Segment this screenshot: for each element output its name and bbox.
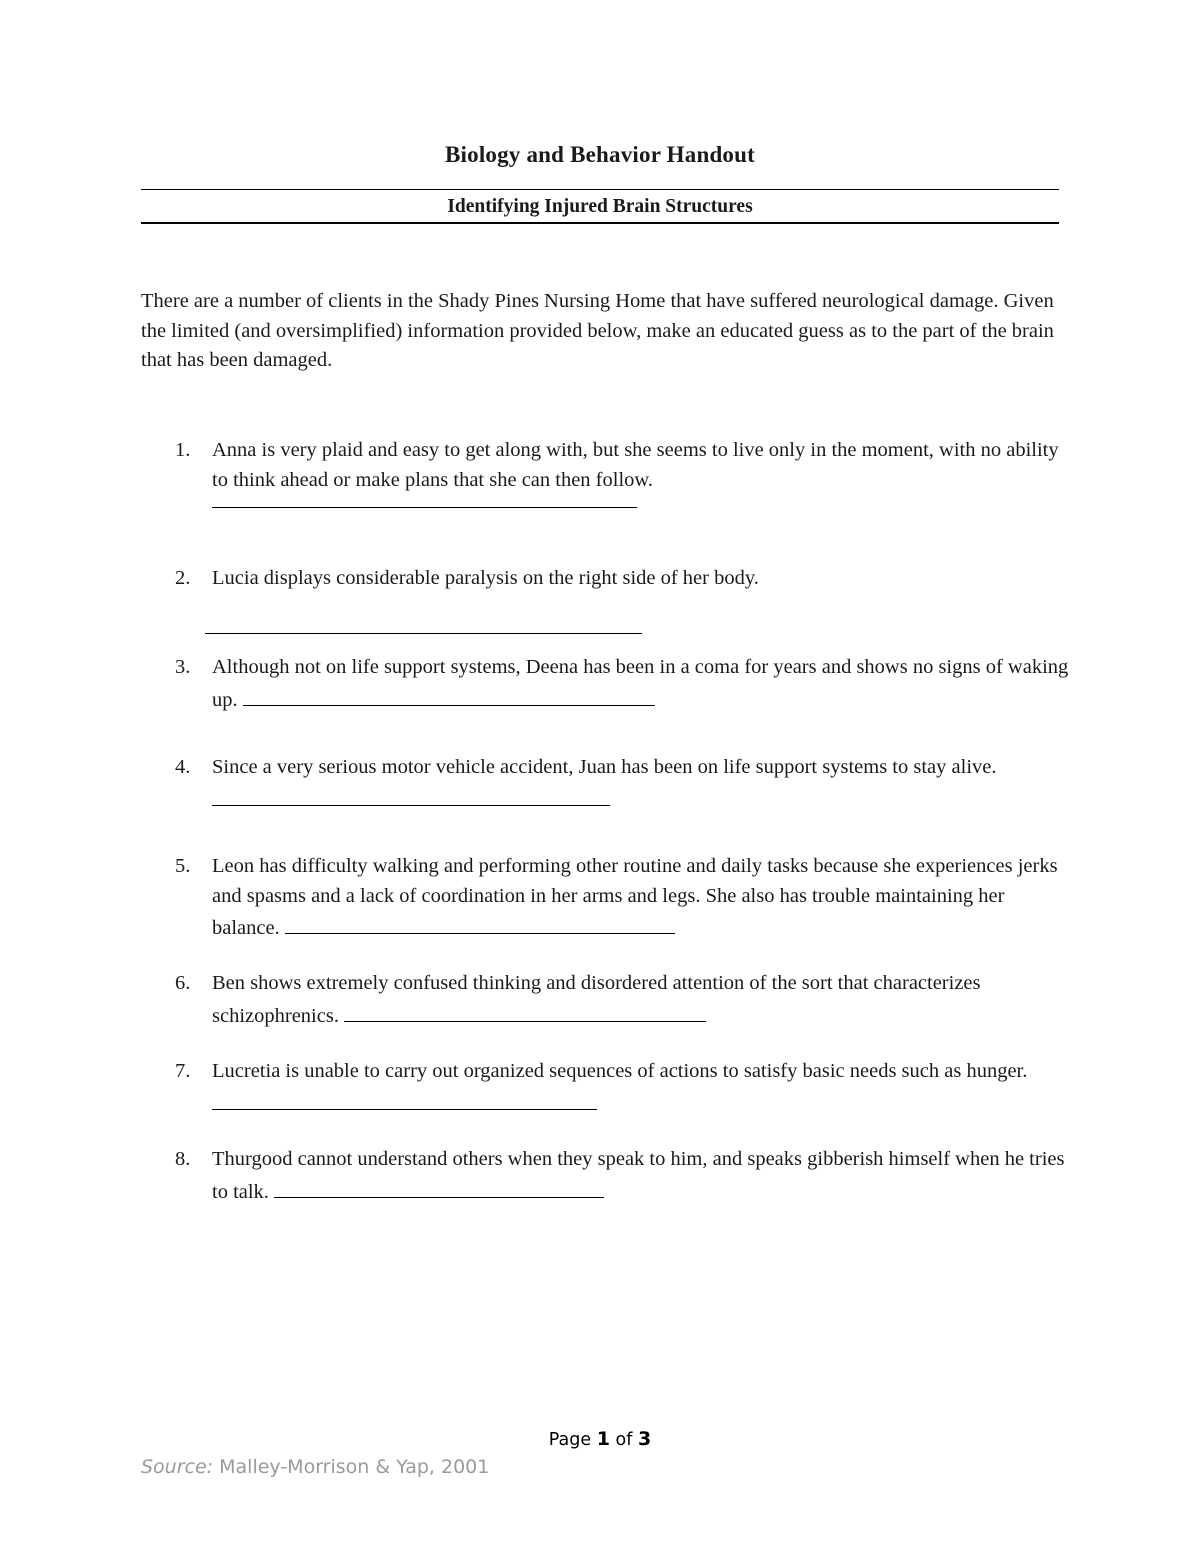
question-number: 3.	[175, 656, 191, 678]
source-citation	[141, 1456, 489, 1478]
question-number: 5.	[175, 855, 191, 877]
source-label: Source:	[141, 1456, 214, 1478]
question-text: Although not on life support systems, Deena has been in a coma for years and shows no signs of waking up.	[212, 656, 1069, 711]
answer-blank[interactable]	[285, 911, 675, 934]
answer-blank[interactable]	[212, 783, 610, 806]
answer-blank[interactable]	[243, 683, 655, 706]
question-text: Lucretia is unable to carry out organized sequences of actions to satisfy basic needs such as hunger.	[212, 1060, 1028, 1082]
question-text: Lucia displays considerable paralysis on the right side of her body.	[212, 567, 759, 589]
question-text: Ben shows extremely confused thinking and disordered attention of the sort that characterizes schizophrenics.	[212, 972, 981, 1027]
answer-blank[interactable]	[274, 1175, 604, 1198]
answer-blank[interactable]	[212, 507, 637, 508]
answer-blank[interactable]	[344, 999, 706, 1022]
title-divider	[141, 189, 1059, 190]
question-number: 8.	[175, 1148, 191, 1170]
page-current: 1	[596, 1428, 610, 1450]
intro-paragraph: There are a number of clients in the Shady Pines Nursing Home that have suffered neurological damage. Given the limited (and oversimplified) information provided below, make an educated guess as to the part of the brain that has been damaged.	[141, 290, 1054, 371]
question-number: 4.	[175, 756, 191, 778]
page-of-label: of	[615, 1430, 633, 1450]
answer-blank[interactable]	[205, 633, 642, 634]
answer-blank[interactable]	[212, 1087, 597, 1110]
page-total: 3	[637, 1428, 652, 1450]
question-text: Since a very serious motor vehicle accident, Juan has been on life support systems to stay alive.	[212, 756, 997, 778]
page-title: Biology and Behavior Handout	[444, 142, 755, 167]
question-text: Anna is very plaid and easy to get along with, but she seems to live only in the moment, with no ability to think ahead or make plans that she can then follow.	[212, 439, 1059, 491]
source-text: Malley-Morrison & Yap, 2001	[219, 1456, 490, 1478]
subtitle-divider	[141, 222, 1059, 224]
question-text: Thurgood cannot understand others when they speak to him, and speaks gibberish himself when he tries to talk.	[212, 1148, 1065, 1203]
question-text: Leon has difficulty walking and performing other routine and daily tasks because she experiences jerks and spasms and a lack of coordination in her arms and legs. She also has trouble maintaining her balance.	[212, 855, 1058, 939]
question-number: 7.	[175, 1060, 191, 1082]
question-number: 6.	[175, 972, 191, 994]
page-subtitle: Identifying Injured Brain Structures	[447, 196, 753, 217]
page-label: Page	[548, 1430, 592, 1450]
question-number: 2.	[175, 567, 191, 589]
page-number	[0, 1428, 1200, 1450]
question-number: 1.	[175, 439, 191, 461]
